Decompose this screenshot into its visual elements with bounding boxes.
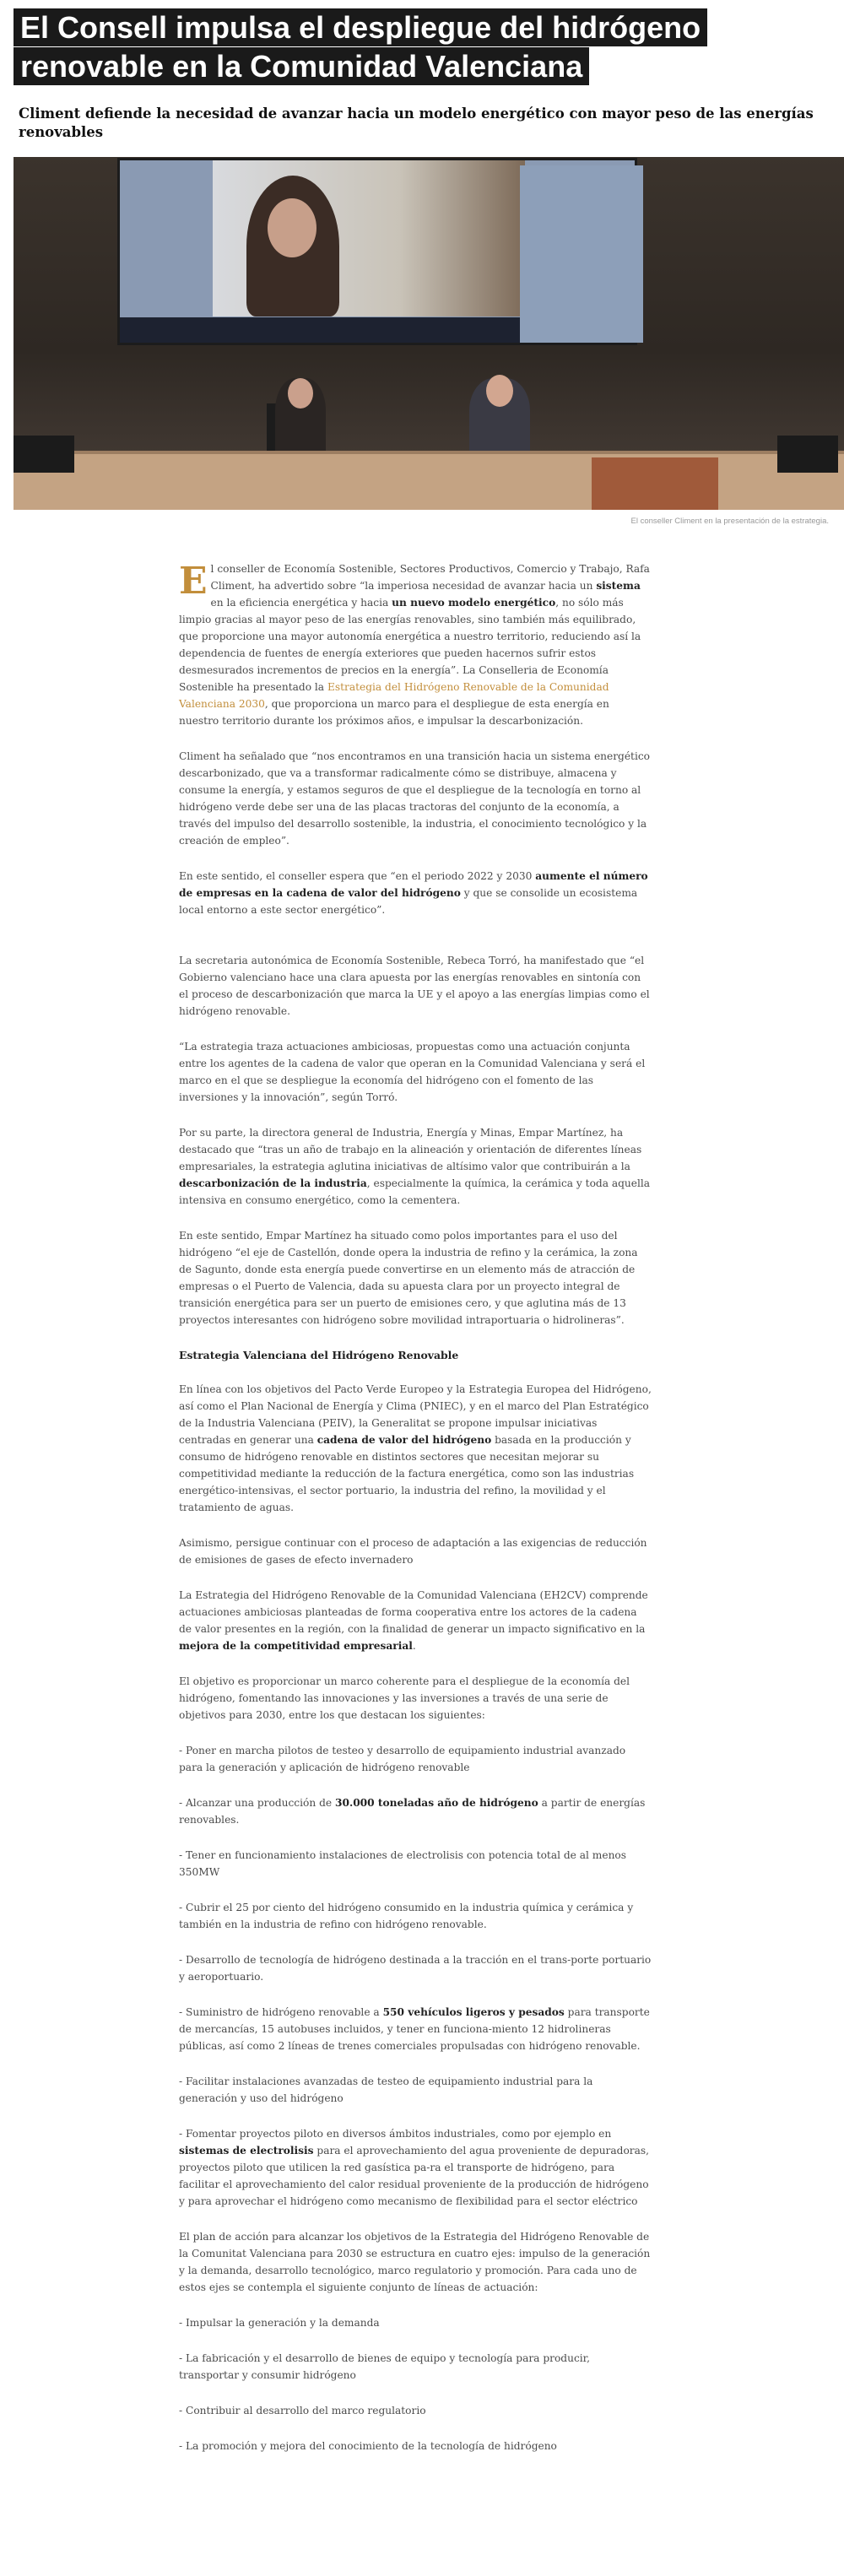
paragraph: La secretaria autonómica de Economía Sostenible, Rebeca Torró, ha manifestado que “el Gobierno valenciano hace una clara apuesta por las energías renovables en sintonía con el proceso de descarbonización que marca la UE y el apoyo a las energías limpias como el hidrógeno renovable.	[179, 955, 650, 1017]
paragraph: Climent ha señalado que “nos encontramos en una transición hacia un sistema energético descarbonizado, que va a transformar radicalmente cómo se distribuye, almacena y consume la energía, y estamos seguros de que el despliegue de la tecnología en torno al hidrógeno verde debe ser una de las placas tractoras del conjunto de la economía, a través del impulso del desarrollo sostenible, la industria, el conocimiento tecnológico y la creación de empleo”.	[179, 750, 651, 847]
presentation-desk	[14, 451, 844, 510]
objective-item: - Facilitar instalaciones avanzadas de testeo de equipamiento industrial para la generación y uso del hidrógeno	[179, 2075, 593, 2104]
paragraph: En este sentido, el conseller espera que “en el periodo 2022 y 2030 aumente el número de empresas en la cadena de valor del hidrógeno y que se consolide un ecosistema local entorno a este sector energético”.	[179, 870, 648, 916]
headline	[0, 0, 844, 86]
action-line-item: - Impulsar la generación y la demanda	[179, 2317, 380, 2329]
objective-item: - Fomentar proyectos piloto en diversos ámbitos industriales, como por ejemplo en sistemas de electrolisis para el aprovechamiento del agua proveniente de depuradoras, proyectos piloto que utilicen la red gasística pa-ra el transporte de hidrógeno, para facilitar el aprovechamiento del calor residual proveniente de la producción de hidrógeno y para aprovechar el hidrógeno como mecanismo de flexibilidad para el sector eléctrico	[179, 2128, 650, 2207]
objective-item: - Suministro de hidrógeno renovable a 550 vehículos ligeros y pesados para transporte de mercancías, 15 autobuses incluidos, y tener en funciona-miento 12 hidrolineras públicas, así como 2 líneas de trenes comerciales propulsadas con hidrógeno renovable.	[179, 2006, 650, 2052]
drop-cap: E	[179, 560, 208, 603]
paragraph: Asimismo, persigue continuar con el proceso de adaptación a las exigencias de reducción de emisiones de gases de efecto invernadero	[179, 1537, 647, 1566]
objective-item: - Desarrollo de tecnología de hidrógeno destinada a la tracción en el trans-porte portuario y aeroportuario.	[179, 1954, 652, 1983]
paragraph: El conseller de Economía Sostenible, Sectores Productivos, Comercio y Trabajo, Rafa Climent, ha advertido sobre “la imperiosa necesidad de avanzar hacia un sistema en la eficiencia energética y hacia un nuevo modelo energético, no sólo más limpio gracias al mayor peso de las energías renovables, sino también más equilibrado, que proporcione una mayor autonomía energética a nuestro territorio, reduciendo así la dependencia de fuentes de energía exteriores que pueden hacernos sufrir estos desmesurados incrementos de precios en la energía”. La Conselleria de Economía Sostenible ha presentado la Estrategia del Hidrógeno Renovable de la Comunidad Valenciana 2030, que proporciona un marco para el despliegue de esta energía en nuestro territorio durante los próximos años, e impulsar la descarbonización.	[179, 560, 650, 727]
strategy-link[interactable]: Estrategia del Hidrógeno Renovable de la Comunidad Valenciana 2030	[179, 681, 609, 710]
paragraph: El objetivo es proporcionar un marco coherente para el despliegue de la economía del hidrógeno, fomentando las innovaciones y las inversiones a través de una serie de objetivos para 2030, entre los que destacan los siguientes:	[179, 1675, 630, 1721]
article-photo	[14, 157, 844, 510]
photo-caption: El conseller Climent en la presentación de la estrategia.	[630, 517, 829, 526]
objective-item: - Cubrir el 25 por ciento del hidrógeno consumido en la industria química y cerámica y también en la industria de refino con hidrógeno renovable.	[179, 1902, 634, 1930]
objective-item: - Poner en marcha pilotos de testeo y desarrollo de equipamiento industrial avanzado para la generación y aplicación de hidrógeno renovable	[179, 1745, 626, 1773]
paragraph: En línea con los objetivos del Pacto Verde Europeo y la Estrategia Europea del Hidrógeno, así como el Plan Nacional de Energía y Clima (PNIEC), y en el marco del Plan Estratégico de la Industria Valenciana (PEIV), la Generalitat se propone impulsar iniciativas centradas en generar una cadena de valor del hidrógeno basada en la producción y consumo de hidrógeno renovable en distintos sectores que necesitan mejorar su competitividad mediante la reducción de la factura energética, como son las industrias energético-intensivas, el sector portuario, la industria del refino, la movilidad y el tratamiento de aguas.	[179, 1383, 652, 1513]
paragraph: “La estrategia traza actuaciones ambiciosas, propuestas como una actuación conjunta entre los agentes de la cadena de valor que operan en la Comunidad Valenciana y será el marco en el que se despliegue la economía del hidrógeno con el fomento de las inversiones y la innovación”, según Torró.	[179, 1041, 646, 1103]
side-screen	[520, 165, 643, 343]
paragraph: Por su parte, la directora general de Industria, Energía y Minas, Empar Martínez, ha destacado que “tras un año de trabajo en la alineación y orientación de diferentes líneas empresariales, la estrategia aglutina iniciativas de altísimo valor que contribuirán a la descarbonización de la industria, especialmente la química, la cerámica y toda aquella intensiva en consumo energético, como la cementera.	[179, 1127, 651, 1206]
objective-item: - Alcanzar una producción de 30.000 toneladas año de hidrógeno a partir de energías renovables.	[179, 1797, 646, 1826]
desk-logo-panel	[592, 457, 718, 510]
headline-line-1: El Consell impulsa el despliegue del hidrógeno	[14, 8, 707, 46]
paragraph: En este sentido, Empar Martínez ha situado como polos importantes para el uso del hidrógeno “el eje de Castellón, donde opera la industria de refino y la cerámica, la zona de Sagunto, donde esta energía puede convertirse en un elemento más de atracción de empresas o el Puerto de Valencia, dada su apuesta clara por un proyecto integral de transición energética para ser un puerto de emisiones cero, y que aglutina más de 13 proyectos interesantes con hidrógeno sobre movilidad intraportuaria o hidrolineras”.	[179, 1230, 638, 1326]
article-body	[179, 560, 652, 2454]
action-line-item: - La promoción y mejora del conocimiento de la tecnología de hidrógeno	[179, 2440, 557, 2452]
paragraph: El plan de acción para alcanzar los objetivos de la Estrategia del Hidrógeno Renovable de la Comunitat Valenciana para 2030 se estructura en cuatro ejes: impulso de la generación y la demanda, desarrollo tecnológico, marco regulatorio y promoción. Para cada uno de estos ejes se contempla el siguiente conjunto de líneas de actuación:	[179, 2231, 651, 2293]
section-heading: Estrategia Valenciana del Hidrógeno Renovable	[179, 1349, 459, 1361]
action-line-item: - La fabricación y el desarrollo de bienes de equipo y tecnología para producir, transportar y consumir hidrógeno	[179, 2352, 591, 2381]
action-line-item: - Contribuir al desarrollo del marco regulatorio	[179, 2405, 426, 2416]
article-subtitle: Climent defiende la necesidad de avanzar hacia un modelo energético con mayor peso de las energías renovables	[19, 106, 814, 140]
headline-line-2: renovable en la Comunidad Valenciana	[14, 47, 589, 85]
objective-item: - Tener en funcionamiento instalaciones de electrolisis con potencia total de al menos 350MW	[179, 1849, 627, 1878]
paragraph: La Estrategia del Hidrógeno Renovable de la Comunidad Valenciana (EH2CV) comprende actuaciones ambiciosas planteadas de forma cooperativa entre los actores de la cadena de valor presentes en la región, con la finalidad de generar un impacto significativo en la mejora de la competitividad empresarial.	[179, 1589, 648, 1652]
